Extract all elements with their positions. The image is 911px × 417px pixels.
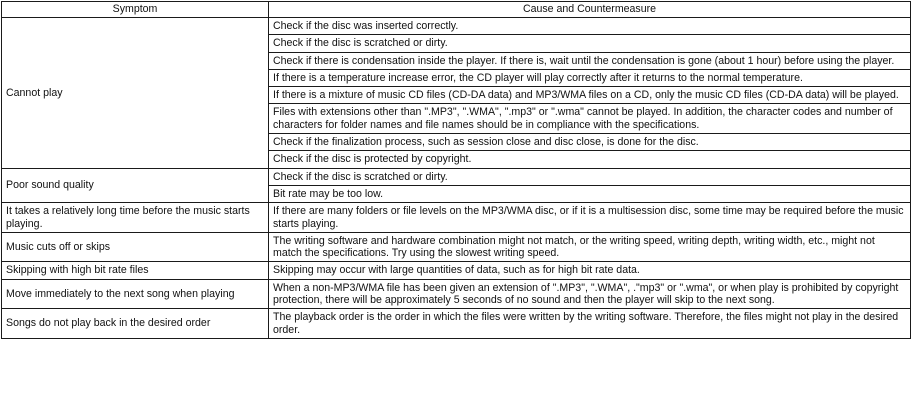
cause-cell: The playback order is the order in which the files were written by the writing software. Therefore, the files might not play in the desired order. xyxy=(269,309,911,339)
cause-cell: If there are many folders or file levels on the MP3/WMA disc, or if it is a multisession disc, some time may be required before the music starts playing. xyxy=(269,203,911,233)
cause-cell: Check if the disc is scratched or dirty. xyxy=(269,35,911,52)
symptom-cell: It takes a relatively long time before the music starts playing. xyxy=(2,203,269,233)
cause-cell: Check if the disc is scratched or dirty. xyxy=(269,168,911,185)
symptom-cell: Music cuts off or skips xyxy=(2,232,269,262)
table-row xyxy=(2,262,911,279)
cause-cell: Files with extensions other than ".MP3", ".WMA", ".mp3" or ".wma" cannot be played. In addition, the character codes and number of characters for folder names and file names should be in compliance with the specifications. xyxy=(269,104,911,134)
troubleshooting-table xyxy=(1,1,911,339)
symptom-cell: Move immediately to the next song when playing xyxy=(2,279,269,309)
cause-cell: Check if the disc is protected by copyright. xyxy=(269,151,911,168)
cause-cell: Check if the disc was inserted correctly. xyxy=(269,18,911,35)
cause-cell: If there is a temperature increase error, the CD player will play correctly after it returns to the normal temperature. xyxy=(269,69,911,86)
cause-cell: Bit rate may be too low. xyxy=(269,185,911,202)
symptom-column-header: Symptom xyxy=(2,2,269,18)
symptom-cell: Skipping with high bit rate files xyxy=(2,262,269,279)
table-row xyxy=(2,168,911,185)
symptom-cell: Songs do not play back in the desired order xyxy=(2,309,269,339)
symptom-cell: Poor sound quality xyxy=(2,168,269,203)
cause-cell: If there is a mixture of music CD files (CD-DA data) and MP3/WMA files on a CD, only the music CD files (CD-DA data) will be played. xyxy=(269,87,911,104)
symptom-cell: Cannot play xyxy=(2,18,269,169)
table-row xyxy=(2,18,911,35)
table-row xyxy=(2,232,911,262)
table-row xyxy=(2,309,911,339)
cause-column-header: Cause and Countermeasure xyxy=(269,2,911,18)
cause-cell: The writing software and hardware combination might not match, or the writing speed, writing depth, writing width, etc., might not match the specifications. Try using the slowest writing speed. xyxy=(269,232,911,262)
cause-cell: When a non-MP3/WMA file has been given an extension of ".MP3", ".WMA", ."mp3" or ".wma", or when play is prohibited by copyright protection, there will be approximately 5 seconds of no sound and then the player will skip to the next song. xyxy=(269,279,911,309)
table-row xyxy=(2,279,911,309)
cause-cell: Check if the finalization process, such as session close and disc close, is done for the disc. xyxy=(269,134,911,151)
header-row xyxy=(2,2,911,18)
table-row xyxy=(2,203,911,233)
table-body xyxy=(2,18,911,339)
cause-cell: Skipping may occur with large quantities of data, such as for high bit rate data. xyxy=(269,262,911,279)
cause-cell: Check if there is condensation inside the player. If there is, wait until the condensation is gone (about 1 hour) before using the player. xyxy=(269,52,911,69)
